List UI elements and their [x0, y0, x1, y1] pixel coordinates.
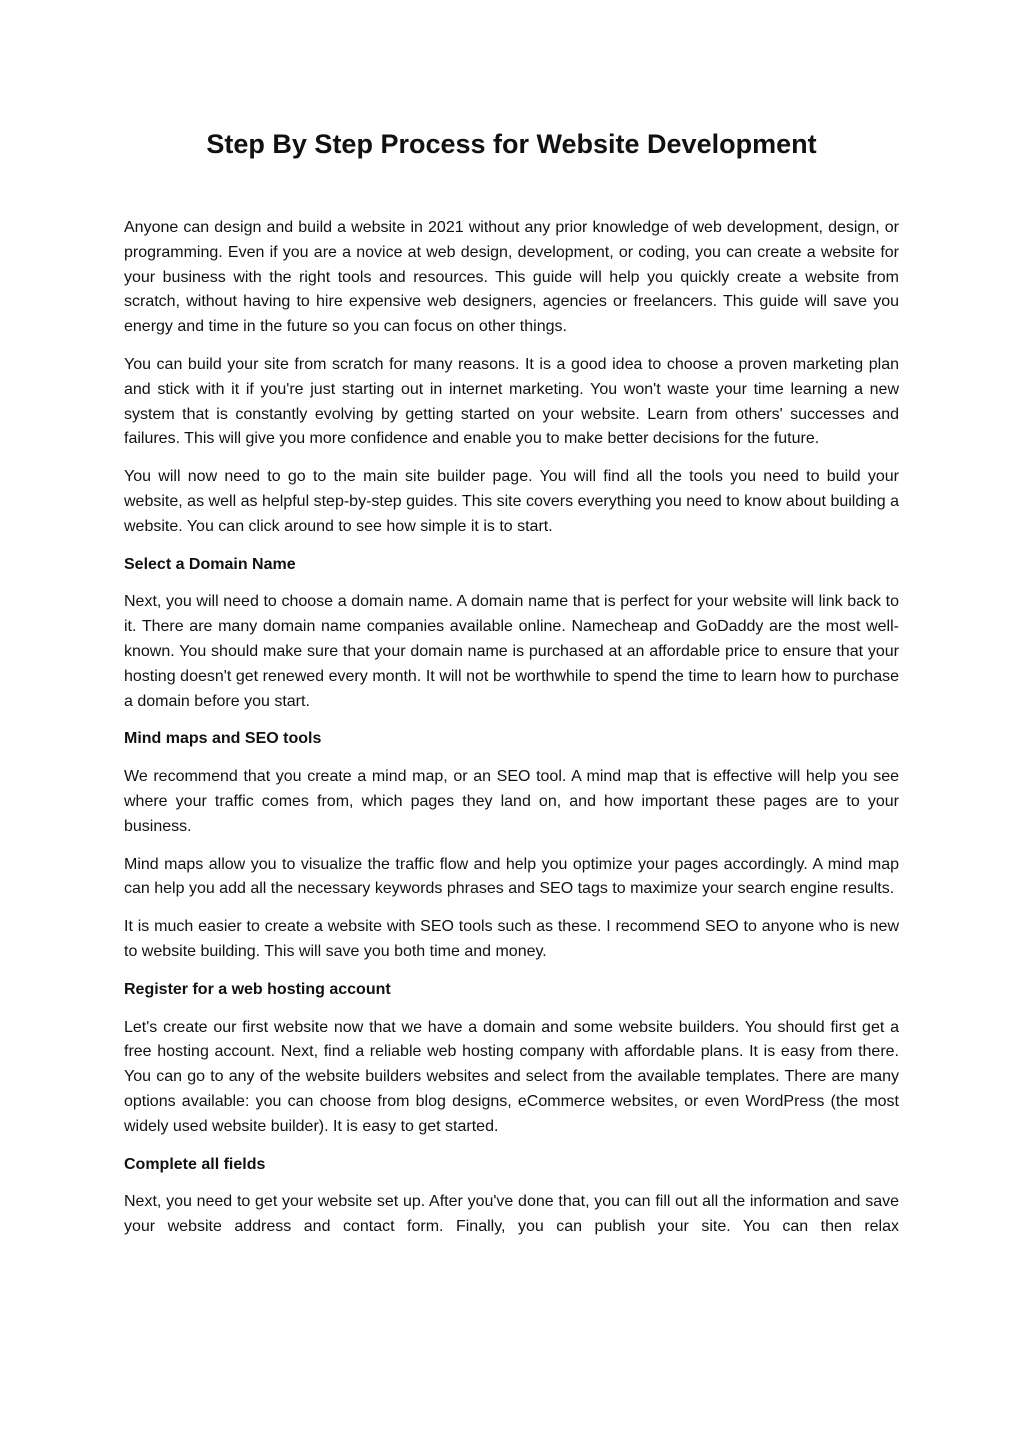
section-paragraph: Next, you need to get your website set up. After you've done that, you can fill out all the information and save your website address and contact form. Finally, you can publish your site. You can then relax: [124, 1193, 899, 1236]
section-heading: Mind maps and SEO tools: [124, 730, 322, 748]
section-heading: Select a Domain Name: [124, 555, 296, 573]
section-paragraph: Let's create our first website now that we have a domain and some website builders. You should first get a free hosting account. Next, find a reliable web hosting company with affordable plans. It is easy from there. You can go to any of the website builders websites and select from the available templates. There are many options available: you can choose from blog designs, eCommerce websites, or even WordPress (the most widely used website builder). It is easy to get started.: [124, 1018, 899, 1135]
section-mind-maps: [124, 727, 899, 964]
section-paragraph: We recommend that you create a mind map, or an SEO tool. A mind map that is effective will help you see where your traffic comes from, which pages they land on, and how important these pages are to your business.: [124, 768, 899, 835]
section-domain-name: [124, 553, 899, 715]
intro-paragraph-3: You will now need to go to the main site builder page. You will find all the tools you need to build your website, as well as helpful step-by-step guides. This site covers everything you need to know about building a website. You can click around to see how simple it is to start.: [124, 468, 899, 535]
section-paragraph: Mind maps allow you to visualize the traffic flow and help you optimize your pages accordingly. A mind map can help you add all the necessary keywords phrases and SEO tags to maximize your search engine results.: [124, 855, 899, 898]
section-heading: Complete all fields: [124, 1155, 266, 1173]
section-web-hosting: [124, 978, 899, 1140]
section-complete-fields: [124, 1153, 899, 1240]
document-title: Step By Step Process for Website Development: [206, 129, 817, 159]
intro-paragraph-1: Anyone can design and build a website in 2021 without any prior knowledge of web development, design, or programming. Even if you are a novice at web design, development, or coding, you can create a website for your business with the right tools and resources. This guide will help you quickly create a website from scratch, without having to hire expensive web designers, agencies or freelancers. This guide will save you energy and time in the future so you can focus on other things.: [124, 219, 899, 336]
section-paragraph: Next, you will need to choose a domain name. A domain name that is perfect for your website will link back to it. There are many domain name companies available online. Namecheap and GoDaddy are the most well-known. You should make sure that your domain name is purchased at an affordable price to ensure that your hosting doesn't get renewed every month. It will not be worthwhile to spend the time to learn how to purchase a domain before you start.: [124, 593, 899, 710]
section-heading: Register for a web hosting account: [124, 980, 391, 998]
document-body: [124, 216, 899, 1253]
section-paragraph: It is much easier to create a website with SEO tools such as these. I recommend SEO to anyone who is new to website building. This will save you both time and money.: [124, 918, 899, 960]
intro-paragraph-2: You can build your site from scratch for many reasons. It is a good idea to choose a proven marketing plan and stick with it if you're just starting out in internet marketing. You won't waste your time learning a new system that is constantly evolving by getting started on your website. Learn from others' successes and failures. This will give you more confidence and enable you to make better decisions for the future.: [124, 355, 899, 448]
